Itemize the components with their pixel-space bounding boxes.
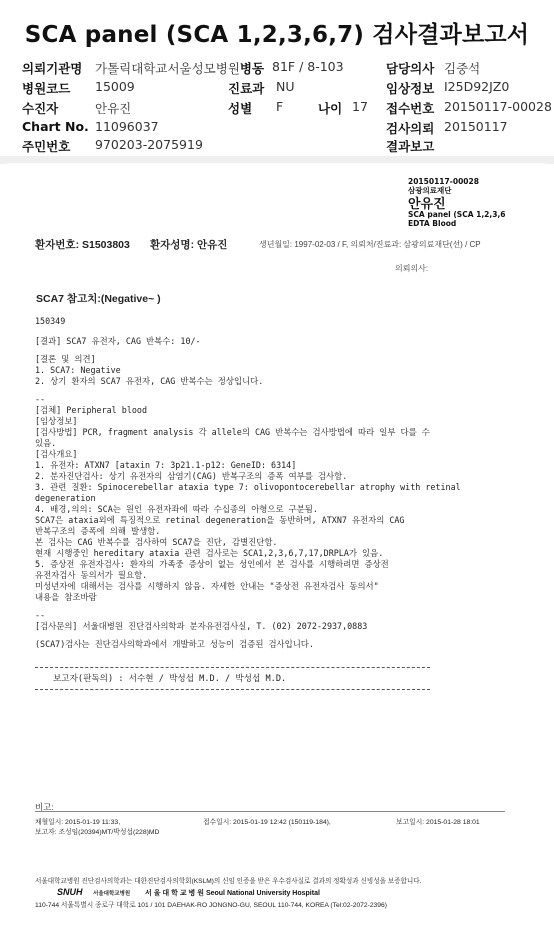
clinical-label: 임상정보	[386, 81, 435, 96]
report-line: 2. 상기 환자의 SCA7 유전자, CAG 반복수는 정상입니다.	[35, 376, 264, 386]
specimen-code: 150349	[35, 316, 66, 326]
patient-meta: 생년월일: 1997-02-03 / F, 의뢰처/진료과: 삼광의료재단(선) / CP	[259, 240, 481, 249]
hospital-name: 서 울 대 학 교 병 원 Seoul National University Hospital	[145, 890, 320, 897]
report-line: 미성년자에 대해서는 검사를 시행하지 않음. 자세한 안내는 "증상전 유전자검사 동의서"	[35, 581, 379, 591]
ward-value: 81F / 8-103	[272, 59, 344, 74]
rrn-label: 주민번호	[22, 139, 71, 154]
report-time: 보고일시: 2015-01-28 18:01	[396, 819, 480, 826]
report-line: 3. 관련 질환: Spinocerebellar ataxia type 7: olivopontocerebellar atrophy with retinal	[35, 482, 461, 492]
report-line: --	[35, 610, 46, 620]
patient-label: 수진자	[22, 101, 59, 116]
dept-value: NU	[276, 79, 295, 94]
patient-number: 환자번호: S1503803	[35, 239, 130, 251]
age-label: 나이	[318, 101, 343, 116]
report-line: [결과] SCA7 유전자, CAG 반복수: 10/-	[35, 336, 201, 346]
institution-value: 가톨릭대학교서울성모병원병동	[95, 61, 265, 76]
report-line: [검체] Peripheral blood	[35, 405, 147, 415]
stamp-org: 삼광의료재단	[408, 186, 452, 195]
report-line: 1. SCA7: Negative	[35, 365, 121, 375]
stamp-id: 20150117-00028	[408, 177, 479, 186]
institution-label: 의뢰기관명	[22, 61, 83, 76]
reporter-line: 보고자(판독의) : 서수현 / 박성섭 M.D. / 박성섭 M.D.	[53, 674, 287, 684]
report-line: (SCA7)검사는 진단검사의학과에서 개발하고 성능이 검증된 검사입니다.	[35, 639, 314, 649]
patient-value: 안유진	[95, 101, 132, 116]
requesting-doctor: 의뢰의사:	[395, 264, 429, 273]
report-line: 1. 유전자: ATXN7 [ataxin 7: 3p21.1-p12: GeneID: 6314]	[35, 460, 297, 470]
stamp-name: 안유진	[408, 196, 446, 211]
report-line: degeneration	[35, 493, 96, 503]
report-line: 4. 배경,의의: SCA는 원인 유전자좌에 따라 수십종의 아형으로 구분됨.	[35, 504, 318, 514]
report-line: 유전자검사 동의서가 필요함.	[35, 570, 148, 580]
chart-value: 11096037	[95, 119, 159, 134]
divider-top	[35, 667, 430, 668]
request-value: 20150117	[444, 119, 508, 134]
remark-label: 비고:	[35, 802, 54, 812]
hospital-logo-text: 서울대학교병원	[93, 891, 131, 897]
report-line: [결론 및 의견]	[35, 354, 96, 364]
collect-time: 채혈일시: 2015-01-19 11:33,	[35, 819, 121, 826]
report-line: [검사방법] PCR, fragment analysis 각 allele의 CAG 반복수는 검사방법에 따라 일부 다를 수	[35, 427, 430, 437]
report-title: SCA panel (SCA 1,2,3,6,7) 검사결과보고서	[24, 22, 530, 48]
divider-bottom	[35, 689, 430, 690]
report-document	[7, 163, 545, 915]
report-line: [검사개요]	[35, 449, 78, 459]
report-line: 2. 분자진단검사: 상기 유전자의 삼염기(CAG) 반복구조의 증폭 여부를 검사함.	[35, 471, 348, 481]
receipt-value: 20150117-00028	[444, 99, 552, 114]
report-line: 내용을 참조바람	[35, 592, 97, 602]
hospital-code-value: 15009	[95, 79, 135, 94]
hospital-code-label: 병원코드	[22, 81, 71, 96]
ward-label: 병동	[239, 61, 265, 76]
report-line: 본 검사는 CAG 반복수를 검사하여 SCA7을 진단, 감별진단함.	[35, 537, 278, 547]
dept-label: 진료과	[228, 81, 265, 96]
report-line: 반복구조의 증폭에 의해 발생함.	[35, 526, 161, 536]
doctor-label: 담당의사	[386, 61, 435, 76]
patient-name: 환자성명: 안유진	[150, 239, 228, 251]
section-title: SCA7 참고치:(Negative~ )	[36, 293, 161, 305]
sex-label: 성별	[228, 101, 253, 116]
stamp-test: SCA panel (SCA 1,2,3,6	[408, 210, 506, 219]
age-value: 17	[352, 99, 368, 114]
sex-value: F	[276, 99, 284, 114]
receipt-label: 접수번호	[386, 101, 435, 116]
report-line: 5. 증상전 유전자검사: 환자의 가족중 증상이 없는 성인에서 본 검사를 시행하려면 증상전	[35, 559, 389, 569]
reporter-staff: 보고자: 조성임(20394)MT/박성섭(228)MD	[35, 829, 160, 836]
hospital-address: 110-744 서울특별시 종로구 대학로 101 / 101 DAEHAK-RO JONGNO-GU, SEOUL 110-744, KOREA (Tel:02-2072-2396)	[35, 902, 387, 909]
report-line: [임상정보]	[35, 416, 78, 426]
report-line: 현재 시행중인 hereditary ataxia 관련 검사로는 SCA1,2,3,6,7,17,DRPLA가 있음.	[35, 548, 384, 558]
rrn-value: 970203-2075919	[95, 137, 203, 152]
chart-label: Chart No.	[22, 119, 89, 134]
report-label: 결과보고	[386, 139, 435, 154]
request-label: 검사의뢰	[386, 121, 435, 136]
report-line: --	[35, 394, 46, 404]
certification-note: 서울대학교병원 진단검사의학과는 대한진단검사의학회(KSLM)의 신임 인증을 받은 우수검사실로 결과의 정확성과 신빙성을 보증합니다.	[35, 878, 422, 885]
stamp-specimen: EDTA Blood	[408, 219, 457, 228]
snuh-logo: SNUH	[57, 887, 83, 897]
remark-rule	[35, 811, 505, 812]
doctor-value: 김중석	[444, 61, 481, 76]
report-line: [검사문의] 서울대병원 진단검사의학과 분자유전검사실, T. (02) 2072-2937,0883	[35, 621, 368, 631]
report-line: SCA7은 ataxia외에 특징적으로 retinal degeneration을 동반하며, ATXN7 유전자의 CAG	[35, 515, 405, 525]
report-line: 있음.	[35, 438, 57, 448]
receive-time: 접수일시: 2015-01-19 12:42 (150119-184),	[203, 819, 331, 826]
clinical-value: I25D92JZ0	[444, 79, 510, 94]
